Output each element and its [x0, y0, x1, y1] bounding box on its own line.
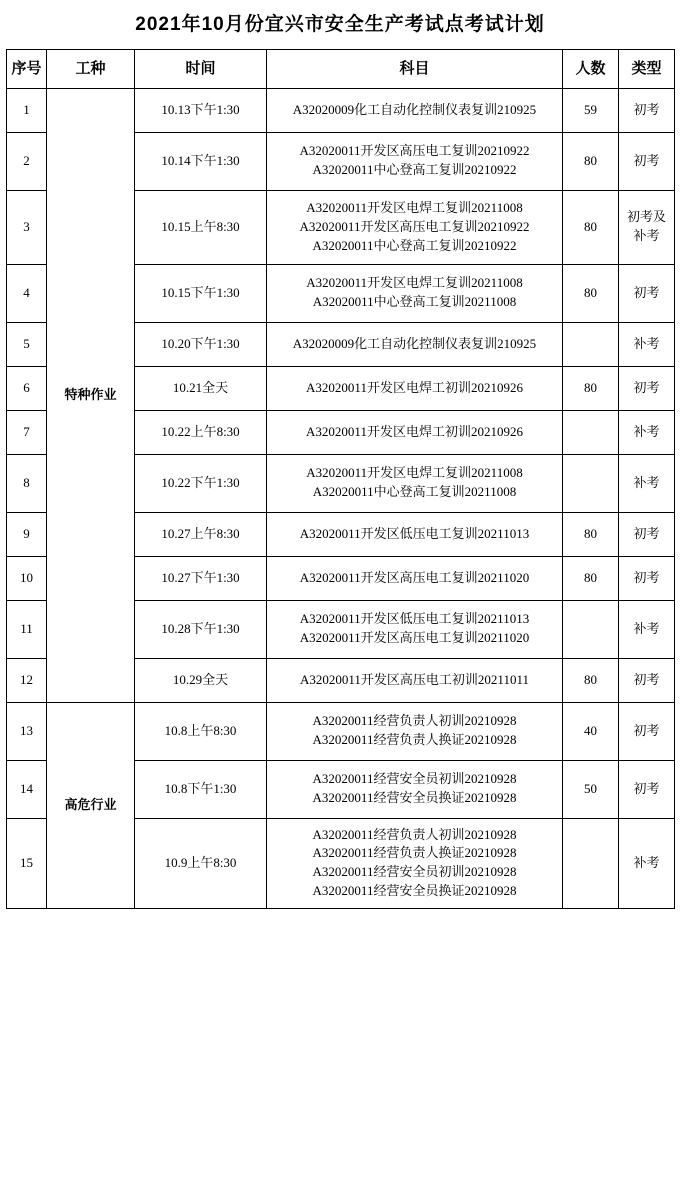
cell-time: 10.8下午1:30 — [135, 760, 267, 818]
cell-subject — [267, 190, 563, 264]
subject-line: A32020011经营安全员初训20210928 — [312, 864, 517, 880]
cell-type — [619, 760, 675, 818]
cell-count — [563, 818, 619, 908]
type-line: 初考 — [633, 284, 660, 300]
cell-index: 14 — [7, 760, 47, 818]
cell-count: 80 — [563, 658, 619, 702]
type-line: 初考 — [633, 780, 660, 796]
cell-index: 2 — [7, 132, 47, 190]
subject-line: A32020011中心登高工复训20211008 — [312, 484, 517, 500]
type-line: 补考 — [633, 335, 660, 351]
subject-line: A32020011经营安全员换证20210928 — [312, 790, 517, 806]
cell-type — [619, 322, 675, 366]
cell-count — [563, 410, 619, 454]
cell-index: 11 — [7, 600, 47, 658]
cell-subject — [267, 454, 563, 512]
subject-line: A32020011开发区电焊工初训20210926 — [306, 423, 523, 439]
type-line: 补考 — [633, 474, 660, 490]
column-header-count: 人数 — [563, 49, 619, 88]
cell-count: 80 — [563, 190, 619, 264]
cell-index: 7 — [7, 410, 47, 454]
cell-time: 10.28下午1:30 — [135, 600, 267, 658]
subject-line: A32020011开发区低压电工复训20211013 — [299, 525, 530, 541]
cell-subject — [267, 322, 563, 366]
cell-count: 80 — [563, 264, 619, 322]
subject-line: A32020011开发区高压电工复训20211020 — [299, 630, 530, 646]
cell-time: 10.21全天 — [135, 366, 267, 410]
cell-type — [619, 512, 675, 556]
subject-line: A32020011开发区高压电工复训20210922 — [299, 218, 530, 234]
subject-line: A32020011开发区电焊工初训20210926 — [306, 379, 523, 395]
cell-count: 59 — [563, 88, 619, 132]
cell-time: 10.22下午1:30 — [135, 454, 267, 512]
page-title: 2021年10月份宜兴市安全生产考试点考试计划 — [135, 14, 545, 35]
cell-index: 13 — [7, 702, 47, 760]
subject-line: A32020011开发区电焊工复训20211008 — [306, 465, 523, 481]
exam-plan-table — [6, 49, 675, 909]
cell-type — [619, 88, 675, 132]
cell-type — [619, 600, 675, 658]
type-line: 初考 — [633, 525, 660, 541]
cell-type — [619, 410, 675, 454]
table-header-row — [7, 49, 675, 88]
subject-line: A32020011中心登高工复训20210922 — [312, 237, 517, 253]
column-header-type: 类型 — [619, 49, 675, 88]
subject-line: A32020011开发区电焊工复训20211008 — [306, 275, 523, 291]
type-line: 补考 — [633, 228, 660, 244]
cell-index: 8 — [7, 454, 47, 512]
type-line: 补考 — [633, 423, 660, 439]
column-header-time: 时间 — [135, 49, 267, 88]
cell-count: 80 — [563, 556, 619, 600]
cell-trade-group: 特种作业 — [47, 88, 135, 702]
cell-index: 3 — [7, 190, 47, 264]
cell-time: 10.8上午8:30 — [135, 702, 267, 760]
cell-subject — [267, 556, 563, 600]
cell-index: 6 — [7, 366, 47, 410]
cell-time: 10.29全天 — [135, 658, 267, 702]
cell-type — [619, 190, 675, 264]
cell-type — [619, 366, 675, 410]
cell-subject — [267, 658, 563, 702]
cell-subject — [267, 410, 563, 454]
type-line: 初考 — [633, 152, 660, 168]
cell-count: 80 — [563, 132, 619, 190]
table-body — [7, 88, 675, 908]
cell-count: 50 — [563, 760, 619, 818]
subject-line: A32020011经营负责人换证20210928 — [312, 732, 517, 748]
cell-subject — [267, 702, 563, 760]
cell-subject — [267, 818, 563, 908]
cell-time: 10.9上午8:30 — [135, 818, 267, 908]
subject-line: A32020009化工自动化控制仪表复训210925 — [292, 335, 537, 351]
cell-count — [563, 322, 619, 366]
type-line: 初考 — [633, 101, 660, 117]
table-row — [7, 88, 675, 132]
cell-type — [619, 132, 675, 190]
cell-type — [619, 658, 675, 702]
cell-time: 10.27上午8:30 — [135, 512, 267, 556]
table-row — [7, 702, 675, 760]
cell-time: 10.15上午8:30 — [135, 190, 267, 264]
subject-line: A32020011中心登高工复训20211008 — [312, 294, 517, 310]
subject-line: A32020011经营安全员初训20210928 — [312, 771, 517, 787]
cell-subject — [267, 366, 563, 410]
subject-line: A32020011开发区电焊工复训20211008 — [306, 200, 523, 216]
subject-line: A32020011开发区高压电工复训20211020 — [299, 569, 530, 585]
cell-subject — [267, 512, 563, 556]
table-header — [7, 49, 675, 88]
cell-type — [619, 702, 675, 760]
subject-line: A32020011经营安全员换证20210928 — [312, 883, 517, 899]
subject-line: A32020011中心登高工复训20210922 — [312, 162, 517, 178]
cell-index: 9 — [7, 512, 47, 556]
subject-line: A32020011经营负责人换证20210928 — [312, 845, 517, 861]
cell-time: 10.14下午1:30 — [135, 132, 267, 190]
type-line: 初考 — [633, 379, 660, 395]
cell-index: 12 — [7, 658, 47, 702]
cell-subject — [267, 264, 563, 322]
cell-index: 10 — [7, 556, 47, 600]
cell-index: 1 — [7, 88, 47, 132]
column-header-trade: 工种 — [47, 49, 135, 88]
cell-index: 4 — [7, 264, 47, 322]
cell-time: 10.13下午1:30 — [135, 88, 267, 132]
cell-subject — [267, 600, 563, 658]
subject-line: A32020011经营负责人初训20210928 — [312, 826, 517, 842]
type-line: 初考 — [633, 569, 660, 585]
type-line: 初考及 — [626, 209, 666, 225]
cell-trade-group: 高危行业 — [47, 702, 135, 908]
subject-line: A32020011开发区高压电工初训20211011 — [300, 671, 529, 687]
type-line: 初考 — [633, 722, 660, 738]
type-line: 补考 — [633, 854, 660, 870]
cell-time: 10.15下午1:30 — [135, 264, 267, 322]
cell-type — [619, 818, 675, 908]
column-header-index: 序号 — [7, 49, 47, 88]
cell-count: 80 — [563, 512, 619, 556]
subject-line: A32020011开发区低压电工复训20211013 — [299, 611, 530, 627]
cell-type — [619, 264, 675, 322]
cell-time: 10.27下午1:30 — [135, 556, 267, 600]
cell-index: 5 — [7, 322, 47, 366]
cell-type — [619, 556, 675, 600]
type-line: 初考 — [633, 671, 660, 687]
cell-time: 10.22上午8:30 — [135, 410, 267, 454]
cell-count — [563, 600, 619, 658]
subject-line: A32020011经营负责人初训20210928 — [312, 713, 517, 729]
cell-subject — [267, 88, 563, 132]
column-header-subject: 科目 — [267, 49, 563, 88]
cell-count: 40 — [563, 702, 619, 760]
cell-subject — [267, 132, 563, 190]
subject-line: A32020009化工自动化控制仪表复训210925 — [292, 101, 537, 117]
type-line: 补考 — [633, 620, 660, 636]
cell-type — [619, 454, 675, 512]
cell-time: 10.20下午1:30 — [135, 322, 267, 366]
cell-subject — [267, 760, 563, 818]
cell-index: 15 — [7, 818, 47, 908]
subject-line: A32020011开发区高压电工复训20210922 — [299, 143, 530, 159]
cell-count: 80 — [563, 366, 619, 410]
cell-count — [563, 454, 619, 512]
